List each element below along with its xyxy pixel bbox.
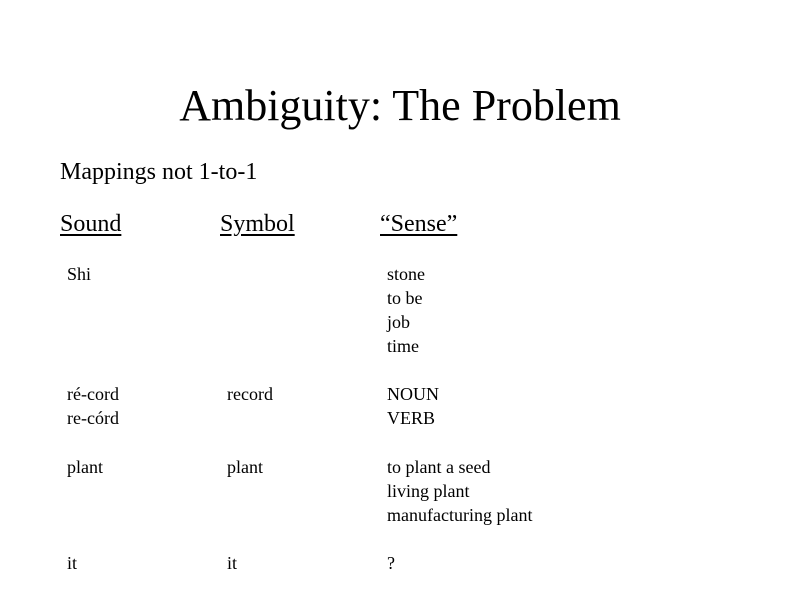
cell-symbol: plant: [227, 457, 263, 477]
cell-sense: NOUN: [387, 384, 439, 404]
cell-sense: job: [387, 312, 411, 332]
header-sound: Sound: [60, 211, 122, 237]
cell-sense: stone: [387, 264, 425, 284]
cell-sense: to plant a seed: [387, 457, 491, 477]
cell-symbol: record: [227, 384, 273, 404]
cell-sense: ?: [387, 553, 395, 573]
cell-sense: manufacturing plant: [387, 505, 533, 525]
cell-sound: ré-cord: [67, 384, 119, 404]
cell-sense: VERB: [387, 408, 436, 428]
cell-sound: Shi: [67, 264, 92, 284]
cell-sound: plant: [67, 457, 103, 477]
cell-symbol: it: [227, 553, 238, 573]
cell-sound: re-córd: [67, 408, 119, 428]
cell-sense: time: [387, 336, 419, 356]
header-sense: “Sense”: [380, 211, 458, 237]
cell-sound: it: [67, 553, 78, 573]
cell-sense: to be: [387, 288, 423, 308]
slide-title: Ambiguity: The Problem: [179, 81, 621, 130]
cell-sense: living plant: [387, 481, 470, 501]
header-symbol: Symbol: [220, 211, 295, 237]
slide-subtitle: Mappings not 1-to-1: [60, 159, 258, 185]
